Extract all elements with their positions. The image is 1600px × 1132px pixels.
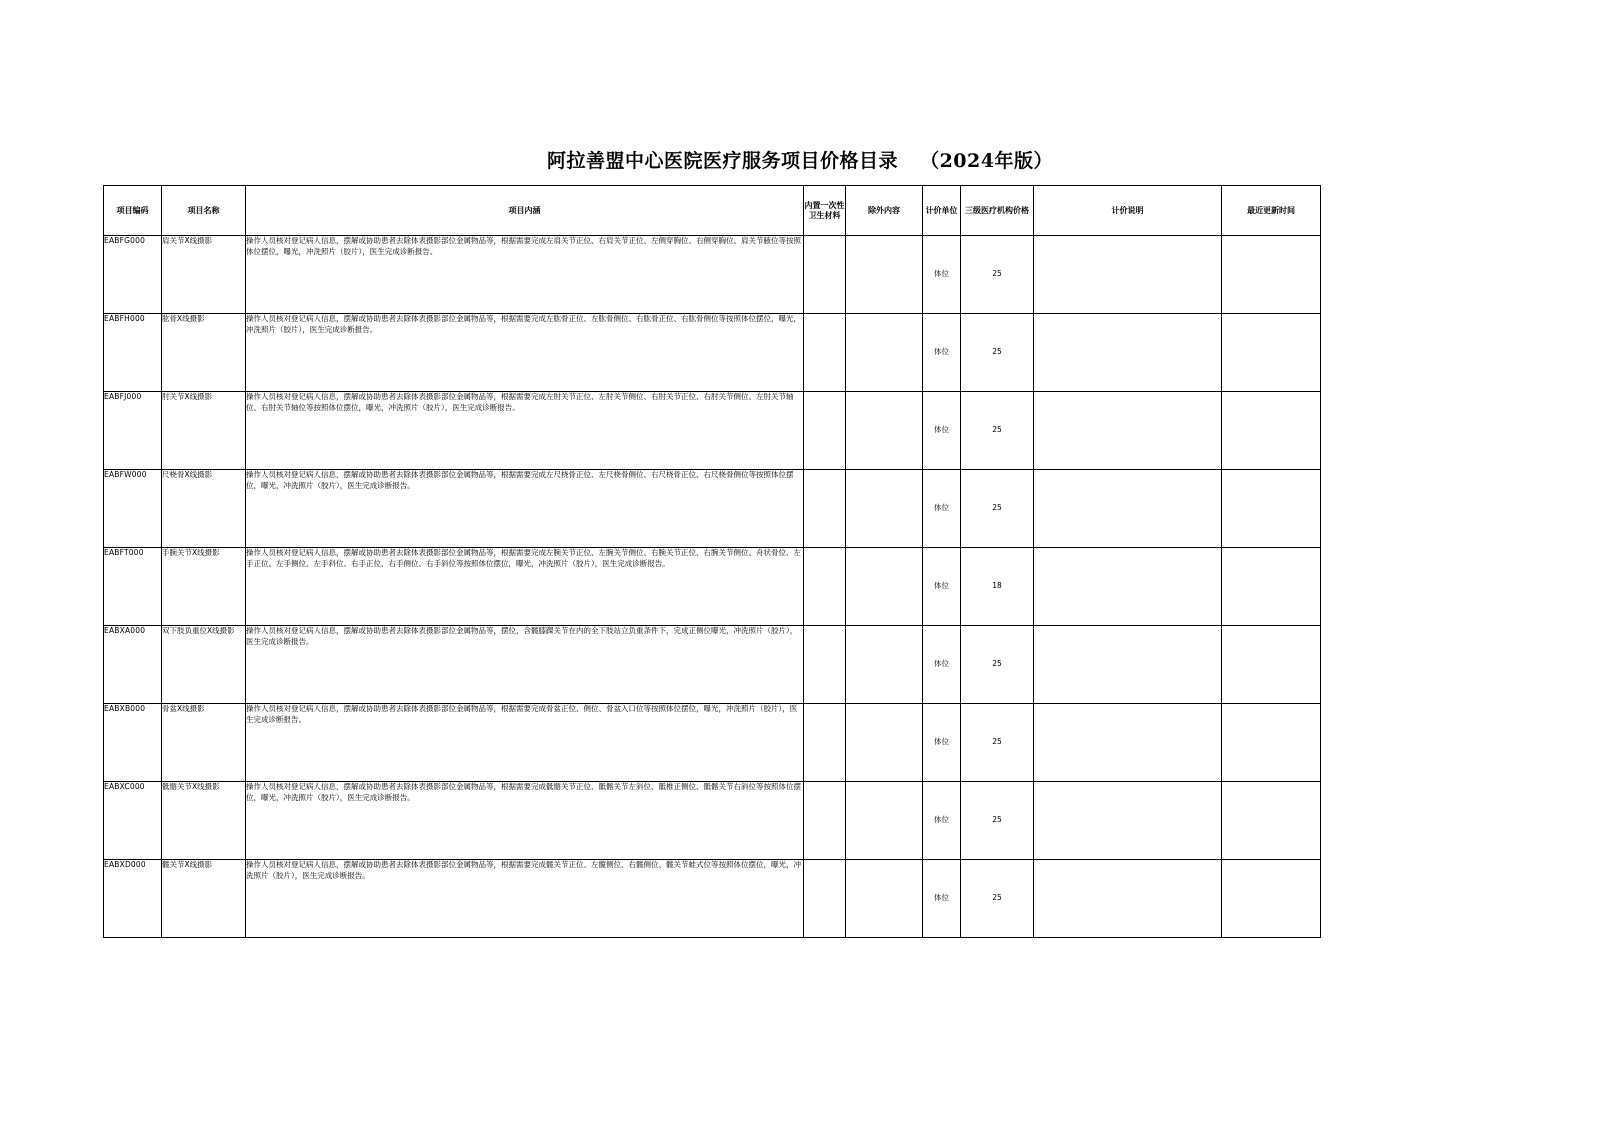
cell-code: EABFJ000	[104, 392, 162, 470]
cell-name: 双下肢负重位X线摄影	[162, 626, 246, 704]
cell-unit: 体位	[923, 548, 961, 626]
cell-name: 尺桡骨X线摄影	[162, 470, 246, 548]
cell-notes	[1034, 314, 1222, 392]
header-exclusions: 除外内容	[846, 186, 923, 236]
cell-content: 操作人员核对登记病人信息，摆解或协助患者去除体表摄影部位金属物品等，根据需要完成骶髂关节正位、骶髂关节左斜位、骶椎正侧位、骶髂关节右斜位等按照体位摆位，曝光，冲洗照片（胶片），医生完成诊断报告。	[246, 782, 804, 860]
cell-consumables	[804, 236, 846, 314]
cell-price: 25	[961, 626, 1034, 704]
cell-unit: 体位	[923, 782, 961, 860]
table-row	[104, 626, 1321, 704]
cell-code: EABXC000	[104, 782, 162, 860]
cell-exclusions	[846, 626, 923, 704]
cell-notes	[1034, 236, 1222, 314]
cell-notes	[1034, 548, 1222, 626]
header-notes: 计价说明	[1034, 186, 1222, 236]
header-updated: 最近更新时间	[1222, 186, 1321, 236]
cell-consumables	[804, 782, 846, 860]
header-price: 三级医疗机构价格	[961, 186, 1034, 236]
cell-code: EABFH000	[104, 314, 162, 392]
cell-consumables	[804, 470, 846, 548]
cell-consumables	[804, 704, 846, 782]
cell-name: 手腕关节X线摄影	[162, 548, 246, 626]
cell-content: 操作人员核对登记病人信息，摆解或协助患者去除体表摄影部位金属物品等，根据需要完成左肱骨正位、左肱骨侧位、右肱骨正位、右肱骨侧位等按照体位摆位，曝光，冲洗照片（胶片），医生完成诊断报告。	[246, 314, 804, 392]
table-header-row	[104, 186, 1321, 236]
header-name: 项目名称	[162, 186, 246, 236]
cell-updated	[1222, 314, 1321, 392]
cell-updated	[1222, 704, 1321, 782]
cell-code: EABXD000	[104, 860, 162, 938]
cell-name: 肱骨X线摄影	[162, 314, 246, 392]
cell-notes	[1034, 470, 1222, 548]
cell-consumables	[804, 392, 846, 470]
cell-price: 18	[961, 548, 1034, 626]
cell-notes	[1034, 782, 1222, 860]
cell-exclusions	[846, 314, 923, 392]
cell-price: 25	[961, 314, 1034, 392]
cell-unit: 体位	[923, 470, 961, 548]
header-consumables: 内置一次性卫生材料	[804, 186, 846, 236]
cell-updated	[1222, 470, 1321, 548]
cell-updated	[1222, 860, 1321, 938]
cell-consumables	[804, 626, 846, 704]
cell-notes	[1034, 860, 1222, 938]
cell-exclusions	[846, 392, 923, 470]
cell-notes	[1034, 392, 1222, 470]
cell-code: EABXB000	[104, 704, 162, 782]
header-content: 项目内涵	[246, 186, 804, 236]
cell-content: 操作人员核对登记病人信息，摆解或协助患者去除体表摄影部位金属物品等，根据需要完成骨盆正位、侧位、骨盆入口位等按照体位摆位，曝光，冲洗照片（胶片），医生完成诊断报告。	[246, 704, 804, 782]
table-row	[104, 782, 1321, 860]
table-row	[104, 314, 1321, 392]
cell-price: 25	[961, 236, 1034, 314]
cell-content: 操作人员核对登记病人信息，摆解或协助患者去除体表摄影部位金属物品等，根据需要完成左肘关节正位、左肘关节侧位、右肘关节正位、右肘关节侧位、左肘关节轴位、右肘关节轴位等按照体位摆位，曝光，冲洗照片（胶片），医生完成诊断报告。	[246, 392, 804, 470]
cell-consumables	[804, 860, 846, 938]
table-row	[104, 392, 1321, 470]
cell-exclusions	[846, 704, 923, 782]
table-row	[104, 704, 1321, 782]
cell-updated	[1222, 236, 1321, 314]
table-row	[104, 470, 1321, 548]
cell-unit: 体位	[923, 392, 961, 470]
cell-name: 肘关节X线摄影	[162, 392, 246, 470]
header-code: 项目编码	[104, 186, 162, 236]
cell-exclusions	[846, 470, 923, 548]
cell-name: 髋关节X线摄影	[162, 860, 246, 938]
cell-unit: 体位	[923, 860, 961, 938]
cell-consumables	[804, 314, 846, 392]
cell-content: 操作人员核对登记病人信息，摆解或协助患者去除体表摄影部位金属物品等，根据需要完成左腕关节正位、左腕关节侧位、右腕关节正位、右腕关节侧位、舟状骨位、左手正位、左手侧位、左手斜位、右手正位、右手侧位、右手斜位等按照体位摆位，曝光，冲洗照片（胶片），医生完成诊断报告。	[246, 548, 804, 626]
cell-updated	[1222, 626, 1321, 704]
cell-exclusions	[846, 236, 923, 314]
cell-unit: 体位	[923, 236, 961, 314]
cell-updated	[1222, 392, 1321, 470]
title-text: 阿拉善盟中心医院医疗服务项目价格目录	[547, 150, 899, 172]
cell-code: EABXA000	[104, 626, 162, 704]
cell-updated	[1222, 548, 1321, 626]
cell-content: 操作人员核对登记病人信息，摆解或协助患者去除体表摄影部位金属物品等，根据需要完成髋关节正位、左髋侧位、右髋侧位、髋关节蛙式位等按照体位摆位，曝光，冲洗照片（胶片），医生完成诊断报告。	[246, 860, 804, 938]
cell-code: EABFG000	[104, 236, 162, 314]
cell-exclusions	[846, 548, 923, 626]
cell-content: 操作人员核对登记病人信息，摆解或协助患者去除体表摄影部位金属物品等，根据需要完成左肩关节正位、右肩关节正位、左侧穿胸位、右侧穿胸位、肩关节腋位等按照体位摆位，曝光，冲洗照片（胶片），医生完成诊断报告。	[246, 236, 804, 314]
cell-price: 25	[961, 392, 1034, 470]
price-catalog-table	[103, 185, 1321, 938]
table-row	[104, 860, 1321, 938]
cell-content: 操作人员核对登记病人信息，摆解或协助患者去除体表摄影部位金属物品等，摆位，含髋膝踝关节在内的全下肢站立负重条件下，完成正侧位曝光，冲洗照片（胶片），医生完成诊断报告。	[246, 626, 804, 704]
cell-notes	[1034, 626, 1222, 704]
cell-name: 骨盆X线摄影	[162, 704, 246, 782]
cell-unit: 体位	[923, 704, 961, 782]
cell-name: 肩关节X线摄影	[162, 236, 246, 314]
cell-content: 操作人员核对登记病人信息，摆解或协助患者去除体表摄影部位金属物品等，根据需要完成左尺桡骨正位、左尺桡骨侧位、右尺桡骨正位、右尺桡骨侧位等按照体位摆位，曝光，冲洗照片（胶片），医生完成诊断报告。	[246, 470, 804, 548]
cell-price: 25	[961, 704, 1034, 782]
cell-updated	[1222, 782, 1321, 860]
cell-price: 25	[961, 470, 1034, 548]
header-unit: 计价单位	[923, 186, 961, 236]
cell-code: EABFW000	[104, 470, 162, 548]
cell-unit: 体位	[923, 314, 961, 392]
cell-price: 25	[961, 860, 1034, 938]
table-row	[104, 236, 1321, 314]
cell-code: EABFT000	[104, 548, 162, 626]
title-edition: （2024年版）	[920, 150, 1053, 172]
cell-consumables	[804, 548, 846, 626]
cell-name: 骶髂关节X线摄影	[162, 782, 246, 860]
cell-price: 25	[961, 782, 1034, 860]
document-title	[0, 147, 1600, 175]
table-row	[104, 548, 1321, 626]
cell-exclusions	[846, 782, 923, 860]
cell-notes	[1034, 704, 1222, 782]
cell-exclusions	[846, 860, 923, 938]
cell-unit: 体位	[923, 626, 961, 704]
